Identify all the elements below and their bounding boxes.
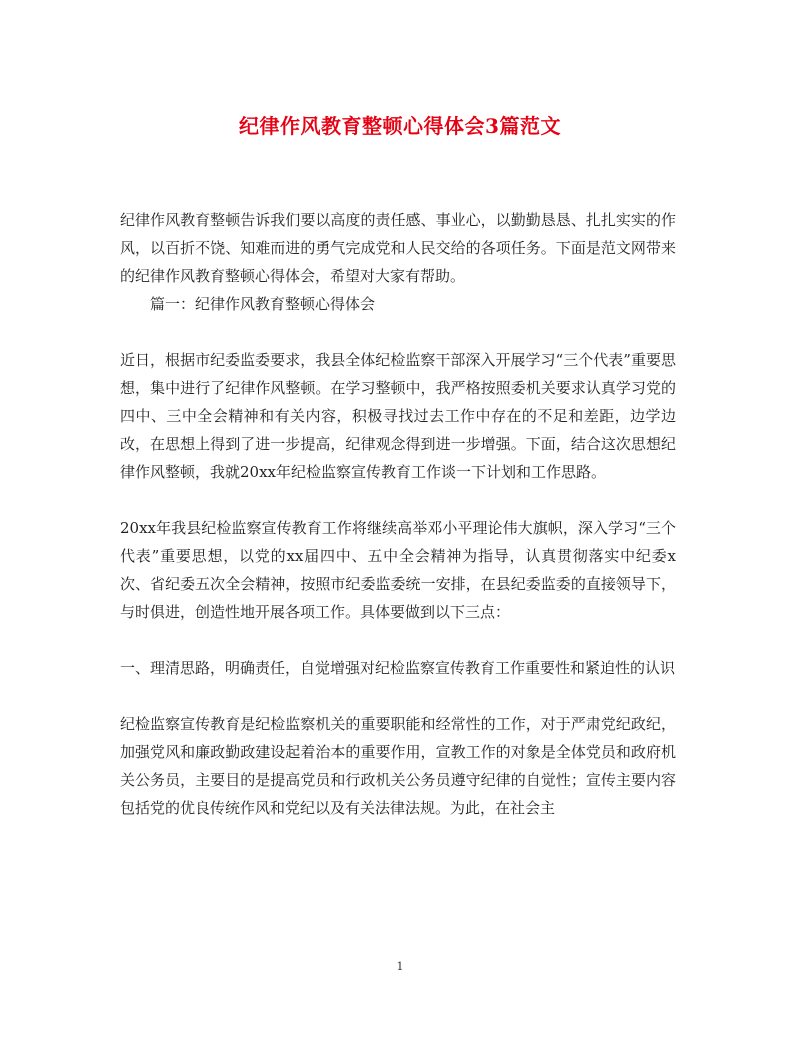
page-number: 1 <box>396 960 404 973</box>
document-title: 纪律作风教育整顿心得体会3篇范文 <box>239 114 561 138</box>
paragraph-gap <box>120 626 676 654</box>
document-body <box>120 206 676 822</box>
body-paragraph: 纪检监察宣传教育是纪检监察机关的重要职能和经常性的工作，对于严肃党纪政纪，加强党风和廉政勤政建设起着治本的重要作用，宣教工作的对象是全体党员和政府机关公务员，主要目的是提高党员和行政机关公务员遵守纪律的自觉性；宣传主要内容包括党的优良传统作风和党纪以及有关法律法规。为此，在社会主 <box>120 715 676 817</box>
paragraph-gap <box>120 318 676 346</box>
intro-paragraph: 纪律作风教育整顿告诉我们要以高度的责任感、事业心，以勤勤恳恳、扎扎实实的作风，以百折不饶、知难而进的勇气完成党和人民交给的各项任务。下面是范文网带来的纪律作风教育整顿心得体会，希望对大家有帮助。 <box>120 211 676 285</box>
subsection-heading: 一、理清思路，明确责任，自觉增强对纪检监察宣传教育工作重要性和紧迫性的认识 <box>120 659 676 677</box>
paragraph-gap <box>120 486 676 514</box>
paragraph-gap <box>120 682 676 710</box>
section-heading-1: 篇一：纪律作风教育整顿心得体会 <box>150 295 376 313</box>
body-paragraph: 20xx年我县纪检监察宣传教育工作将继续高举邓小平理论伟大旗帜，深入学习“三个代表”重要思想，以党的xx届四中、五中全会精神为指导，认真贯彻落实中纪委x次、省纪委五次全会精神，按照市纪委监委统一安排，在县纪委监委的直接领导下，与时俱进，创造性地开展各项工作。具体要做到以下三点： <box>120 519 676 621</box>
body-paragraph: 近日，根据市纪委监委要求，我县全体纪检监察干部深入开展学习“三个代表”重要思想，集中进行了纪律作风整顿。在学习整顿中，我严格按照委机关要求认真学习党的四中、三中全会精神和有关内容，积极寻找过去工作中存在的不足和差距，边学边改，在思想上得到了进一步提高，纪律观念得到进一步增强。下面，结合这次思想纪律作风整顿，我就20xx年纪检监察宣传教育工作谈一下计划和工作思路。 <box>120 351 676 481</box>
